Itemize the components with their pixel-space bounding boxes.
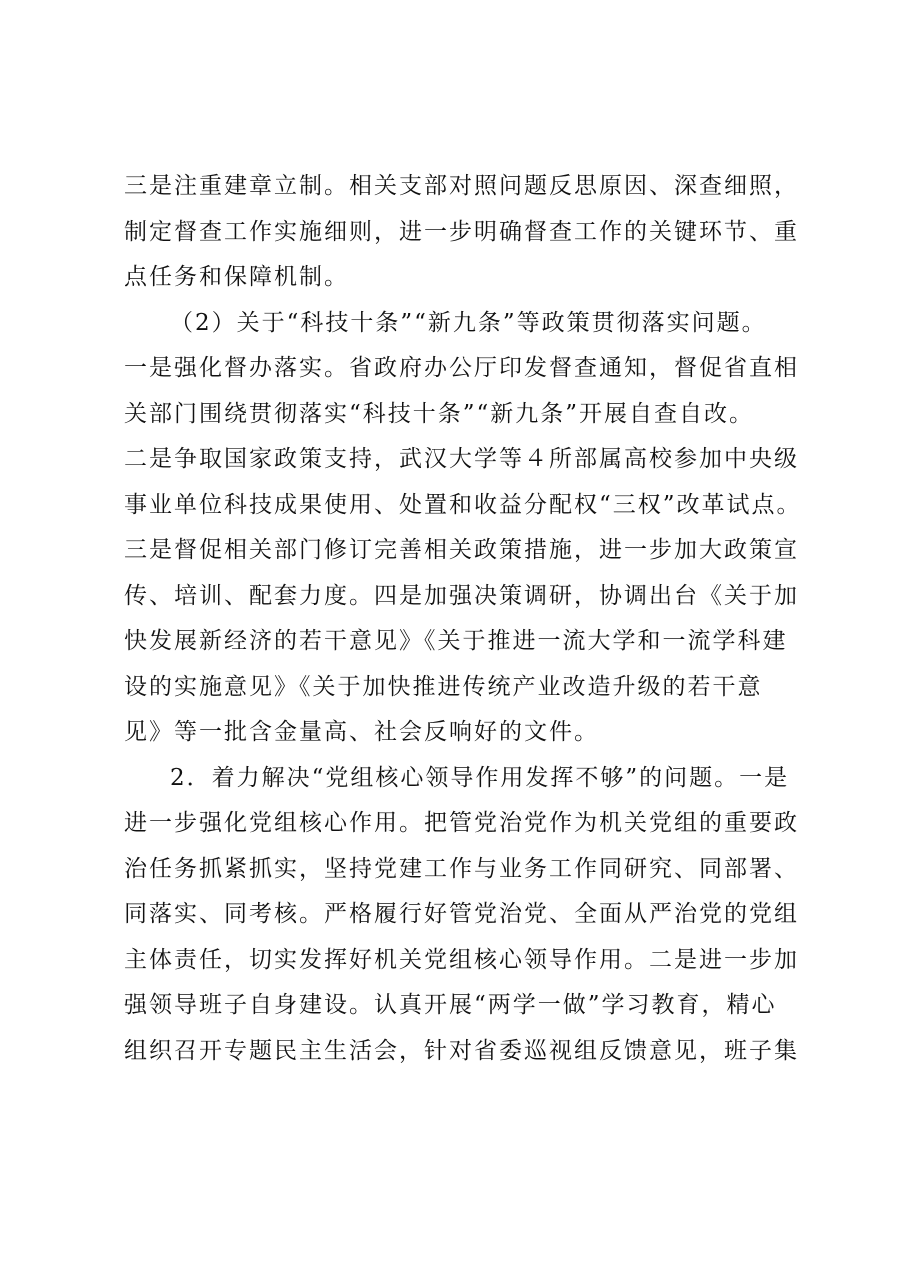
text-line: 见》等一批含金量高、社会反响好的文件。 <box>124 719 599 745</box>
text-line: 点任务和保障机制。 <box>124 264 349 290</box>
text-line: 一是强化督办落实。省政府办公厅印发督查通知，督促省直相 <box>124 355 799 381</box>
text-line: 组织召开专题民主生活会，针对省委巡视组反馈意见，班子集 <box>124 1037 799 1064</box>
text-line: 主体责任，切实发挥好机关党组核心领导作用。二是进一步加 <box>124 946 799 973</box>
section-heading-line: 2．着力解决“党组核心领导作用发挥不够”的问题。一是 <box>170 764 790 791</box>
text-line: 治任务抓紧抓实，坚持党建工作与业务工作同研究、同部署、 <box>124 855 799 882</box>
text-line: 三是督促相关部门修订完善相关政策措施，进一步加大政策宣 <box>124 537 799 563</box>
text-line: 进一步强化党组核心作用。把管党治党作为机关党组的重要政 <box>124 810 799 836</box>
body-text <box>124 164 804 1074</box>
text-line: 三是注重建章立制。相关支部对照问题反思原因、深查细照， <box>124 173 799 199</box>
text-line: 强领导班子自身建设。认真开展“两学一做”学习教育，精心 <box>124 992 777 1018</box>
text-line: 事业单位科技成果使用、处置和收益分配权“三权”改革试点。 <box>124 491 802 518</box>
text-line: 制定督查工作实施细则，进一步明确督查工作的关键环节、重 <box>124 218 799 245</box>
text-line: 传、培训、配套力度。四是加强决策调研，协调出台《关于加 <box>124 582 799 609</box>
text-line: 设的实施意见》《关于加快推进传统产业改造升级的若干意 <box>124 673 763 700</box>
section-heading-line: （2）关于“科技十条”“新九条”等政策贯彻落实问题。 <box>170 309 767 336</box>
text-line: 关部门围绕贯彻落实“科技十条”“新九条”开展自查自改。 <box>124 400 755 427</box>
text-line: 快发展新经济的若干意见》《关于推进一流大学和一流学科建 <box>124 628 788 654</box>
text-line: 同落实、同考核。严格履行好管党治党、全面从严治党的党组 <box>124 901 799 927</box>
text-line: 二是争取国家政策支持，武汉大学等４所部属高校参加中央级 <box>124 446 799 472</box>
